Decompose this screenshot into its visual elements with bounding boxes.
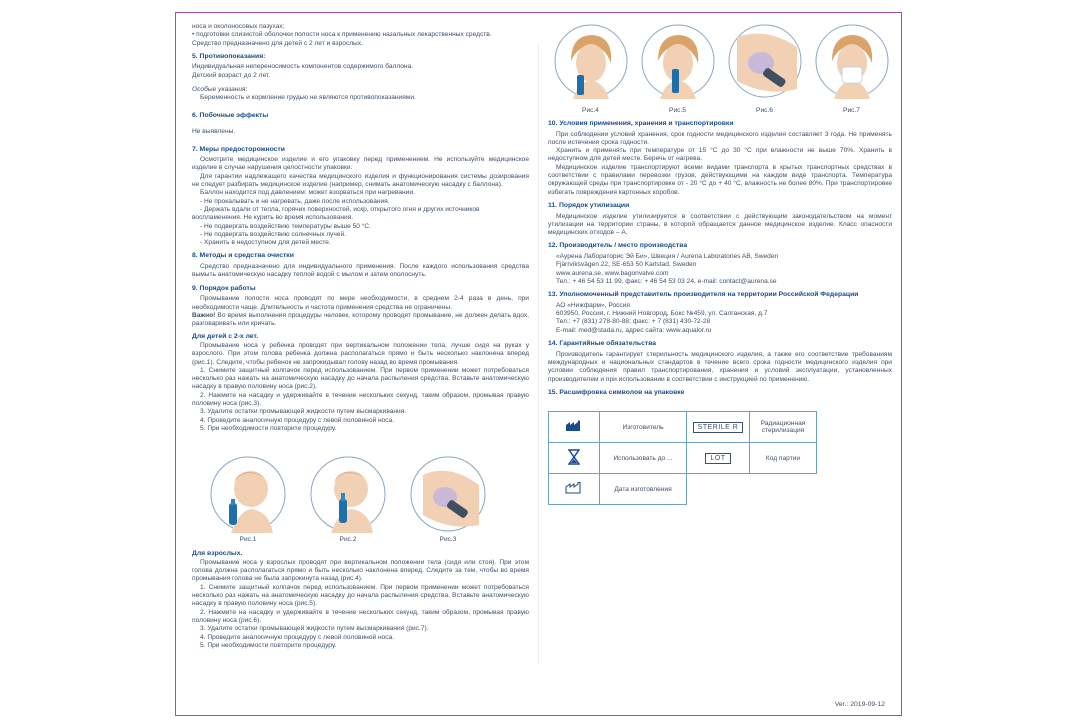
section-heading-disposal: 11. Порядок утилизации [548, 201, 630, 209]
section-heading-precautions: 7. Меры предосторожности [192, 145, 285, 153]
figure-6 [724, 23, 805, 115]
important-note [192, 312, 529, 329]
precautions-paragraph: Для гарантии надлежащего качества медицинского изделия и функционирования системы дозирования не следует разбирать медицинское изделие (например, снимать анатомическую насадку с баллона). [192, 172, 529, 189]
precaution-item: - Не подвергать воздействию температуры выше 50 °C. [200, 222, 371, 230]
symbols-row [549, 474, 817, 505]
figure-3 [402, 455, 494, 544]
precaution-item: - Не подвергать воздействию солнечных лучей. [200, 230, 346, 238]
adults-heading: Для взрослых. [192, 550, 243, 558]
lot-symbol-cell [687, 443, 750, 474]
adult-figures [550, 23, 892, 115]
symbols-table [548, 411, 817, 505]
children-step: 1. Снимите защитный колпачок перед использованием. При первом применении может потребоваться несколько раз нажать на анатомическую насадку до начала распыления средства. Вставьте анатомическую насадку в правую половину носа (рис.2). [192, 366, 529, 391]
adults-step: 4. Проведите аналогичную процедуру с левой половиной носа. [200, 633, 395, 641]
children-step: 5. При необходимости повторите процедуру. [200, 424, 337, 432]
representative-line: АО «Нижфарм», Россия [556, 301, 630, 309]
symbols-row [549, 412, 817, 443]
figure-7 [811, 23, 892, 115]
section-heading-side-effects: 6. Побочные эффекты [192, 111, 269, 119]
factory-outline-icon [565, 482, 583, 494]
manufacturer-symbol-cell [549, 412, 600, 443]
representative-line: 603950, Россия, г. Нижний Новгород, Бокс №459, ул. Салганская, д.7 [556, 310, 768, 318]
contraindication-line: Детский возраст до 2 лет. [192, 71, 271, 79]
figure-5 [637, 23, 718, 115]
lot-symbol: LOT [705, 453, 730, 464]
manufacture-date-label: Дата изготовления [600, 474, 687, 505]
precaution-item: - Хранить в недоступном для детей месте. [200, 239, 331, 247]
manufacturer-line: «Аурена Лабораторис Эй Би», Швеция / Aurena Laboratories AB, Sweden [556, 253, 779, 261]
lot-label: Код партии [750, 443, 817, 474]
child-illustration-icon [209, 455, 287, 533]
special-notes-text: Беременность и кормление грудью не являются противопоказаниями. [200, 94, 416, 102]
version-label: Ver.: 2019-09-12 [834, 701, 885, 708]
use-by-symbol-cell [549, 443, 600, 474]
sterile-r-symbol: STERILE R [693, 422, 744, 433]
side-effects-text: Не выявлены. [192, 128, 236, 136]
precautions-paragraph: Осмотрите медицинское изделие и его упаковку перед применением. Не используйте медицинское изделие в случае нарушения целостности упаковки. [192, 156, 529, 172]
intro-line: • подготовки слизистой оболочки полости носа к применению назальных лекарственных средств. [192, 31, 492, 39]
adult-blowing-nose-icon [814, 23, 890, 99]
child-nozzle-illustration-icon [309, 455, 387, 533]
storage-paragraph: Медицинское изделие транспортируют всеми видами транспорта в крытых транспортных средствах в соответствии с правилами перевозки грузов, действующими на каждом виде транспорта. Температура окружающей среды при транспортировке от - 20 °C до + 40 °C, влажность не более 80%. При транспортировке избегать повреждения картонных коробов. [548, 163, 892, 196]
figure-caption: Рис.3 [439, 536, 457, 544]
use-by-label: Использовать до ... [600, 443, 687, 474]
representative-line: Тел.: +7 (831) 278-80-88; факс: + 7 (831) 430-72-28 [556, 318, 711, 326]
instruction-sheet [175, 12, 902, 716]
factory-icon [565, 420, 583, 432]
manufacturer-line: www.aurena.se, www.bagonvalve.com [556, 269, 669, 277]
figure-caption: Рис.6 [756, 107, 773, 114]
adult-nozzle-illustration-icon [640, 23, 716, 99]
procedure-paragraph: Промывание полости носа проводят по мере необходимости, в среднем 2-4 раза в день, при необходимости чаще. Длительность и частота применения средства не ограничены. [192, 295, 529, 311]
left-column [192, 23, 529, 650]
storage-paragraph: Хранить и применять при температуре от 15 °C до 30 °C при влажности не выше 70%. Хранить в недоступном для детей месте. Беречь от нагрева. [548, 147, 892, 163]
sterile-symbol-cell [687, 412, 750, 443]
intro-line: Средство предназначено для детей с 2 лет и взрослых. [192, 39, 363, 47]
column-divider [538, 43, 539, 663]
figure-caption: Рис.5 [669, 107, 686, 114]
symbols-row [549, 443, 817, 474]
figure-4 [550, 23, 631, 115]
disposal-text: Медицинское изделие утилизируется в соответствии с действующим законодательством на момент утилизации на территории страны, в которой обращается данное медицинское изделие. Класс опасности медицинских отходов – А. [548, 212, 892, 237]
section-heading-manufacturer: 12. Производитель / место производства [548, 242, 688, 250]
section-heading-contraindications: 5. Противопоказания: [192, 52, 266, 60]
manufacturer-label: Изготовитель [600, 412, 687, 443]
manufacturer-line: Fjärrviksvägen 22, SE-653 50 Karlstad, Sweden [556, 261, 697, 269]
important-text: Во время выполнения процедуры человек, которому проводят промывание, не должен делать вдох, разговаривать или кричать. [192, 311, 529, 328]
adult-nose-closeup-icon [727, 23, 803, 99]
adults-step: 5. При необходимости повторите процедуру. [200, 641, 337, 649]
children-step: 4. Проведите аналогичную процедуру с левой половиной носа. [200, 416, 395, 424]
adults-paragraph: Промывание носа у взрослых проводят при вертикальном положении тела (сидя или стоя). При этом голова должна располагаться прямо и быть несколько наклонена вперед. Следите за тем, чтобы во время промывания голова не была запрокинута назад (рис.4). [192, 558, 529, 583]
representative-line: E-mail: med@stada.ru, адрес сайта: www.aqualor.ru [556, 326, 712, 334]
precautions-paragraph: Баллон находится под давлением: может взорваться при нагревании. [200, 189, 415, 197]
adults-step: 1. Снимите защитный колпачок перед использованием. При первом применении может потребоваться несколько раз нажать на анатомическую насадку до начала распыления средства. Вставьте анатомическую насадку в правую половину носа (рис.5). [192, 583, 529, 608]
figure-2 [302, 455, 394, 544]
adults-step: 3. Удалите остатки промывающей жидкости путем высмаркивания (рис.7). [200, 625, 429, 633]
adult-illustration-icon [553, 23, 629, 99]
children-figures [202, 455, 529, 544]
section-heading-warranty: 14. Гарантийные обязательства [548, 340, 657, 348]
section-heading-cleaning: 8. Методы и средства очистки [192, 252, 294, 260]
children-step: 2. Нажмите на насадку и удерживайте в течение нескольких секунд, таким образом, промывая правую половину носа (рис.3). [192, 391, 529, 408]
intro-line: носа и околоносовых пазухах; [192, 23, 285, 30]
precaution-item: - Не прокалывать и не нагревать, даже после использования. [200, 197, 390, 205]
special-notes-title: Особые указания: [192, 86, 248, 94]
manufacturer-line: Тел.: + 46 54 53 11 99, факс: + 46 54 53 03 24, e-mail: contact@aurena.se [556, 277, 777, 285]
sterile-label: Радиационная стерилизация [750, 412, 817, 443]
figure-1 [202, 455, 294, 544]
figure-caption: Рис.4 [582, 107, 599, 114]
children-step: 3. Удалите остатки промывающей жидкости путем высмаркивания. [200, 408, 407, 416]
children-paragraph: Промывание носа у ребенка проводят при вертикальном положении тела, лучше сидя на руках у взрослого. При этом голова ребенка должна располагаться прямо и быть несколько наклонена вперед (рис.1). Следите, чтобы ребенок не запрокидывал голову назад во время промывания. [192, 341, 529, 366]
hourglass-icon [568, 449, 580, 465]
figure-caption: Рис.2 [339, 536, 357, 544]
warranty-text: Производитель гарантирует стерильность медицинского изделия, а также его соответствие требованиям международных и национальных стандартов в течение всего срока годности медицинского изделия при условии соблюдения правил транспортирования, хранения и условий эксплуатации, установленных производителем и при использовании в соответствии с инструкцией по применению. [548, 350, 892, 383]
section-heading-storage: 10. Условия применения, хранения и транспортировки [548, 120, 734, 127]
right-column [548, 23, 892, 505]
important-label: Важно! [192, 311, 216, 319]
section-heading-symbols: 15. Расшифровка символов на упаковке [548, 388, 685, 396]
storage-paragraph: При соблюдении условий хранения, срок годности медицинского изделия составляет 3 года. Не применять после истечения срока годности. [548, 130, 892, 146]
cleaning-text: Средство предназначено для индивидуального применения. После каждого использования средства вымыть анатомическую насадку теплой водой с мылом и затем ополоснуть. [192, 263, 529, 279]
figure-caption: Рис.7 [843, 107, 860, 114]
children-heading: Для детей с 2-х лет. [192, 333, 259, 341]
adults-step: 2. Нажмите на насадку и удерживайте в течение нескольких секунд, таким образом, промывая правую половину носа (рис.6). [192, 608, 529, 624]
figure-caption: Рис.1 [239, 536, 257, 544]
nose-closeup-illustration-icon [409, 455, 487, 533]
section-heading-procedure: 9. Порядок работы [192, 284, 256, 292]
section-heading-representative: 13. Уполномоченный представитель производителя на территории Российской Федерации [548, 291, 859, 299]
manufacture-date-symbol-cell [549, 474, 600, 505]
contraindication-line: Индивидуальная непереносимость компонентов содержимого баллона. [192, 63, 414, 71]
precaution-item: - Держать вдали от тепла, горячих поверхностей, искр, открытого огня и других источников воспламенения. Не курить во время использования. [192, 205, 480, 222]
